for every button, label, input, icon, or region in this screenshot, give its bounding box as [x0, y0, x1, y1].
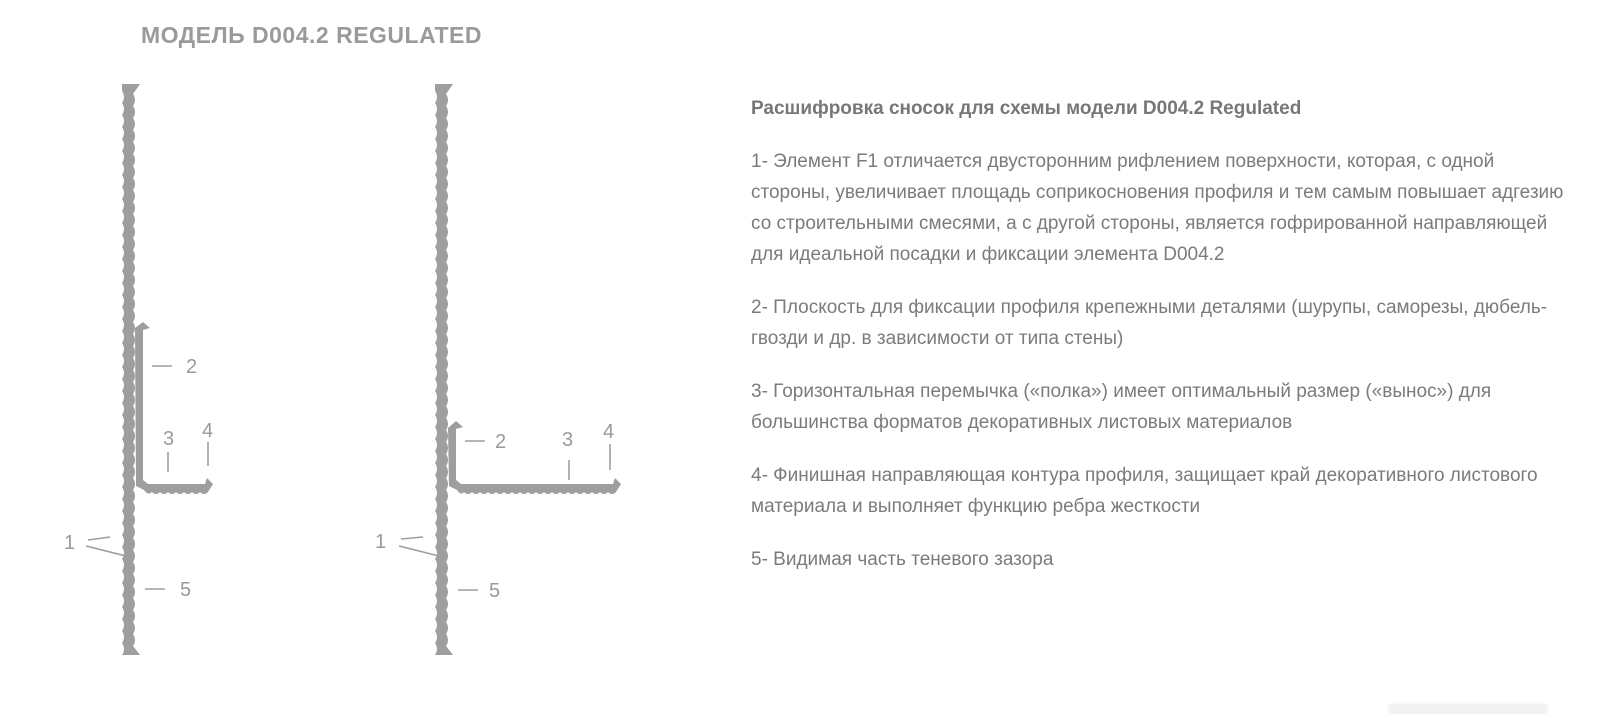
page-title: МОДЕЛЬ D004.2 REGULATED — [141, 22, 482, 48]
legend-item-4: 4- Финишная направляющая контура профиля, защищает край декоративного листового материала и выполняет функцию ребра жесткости — [751, 465, 1538, 517]
callout-1: 1 — [375, 531, 387, 553]
legend-item-3: 3- Горизонтальная перемычка («полка») имеет оптимальный размер («вынос») для большинства форматов декоративных листовых материалов — [751, 381, 1492, 433]
callout-4: 4 — [603, 421, 615, 443]
shelf-profile-left — [135, 322, 213, 494]
legend-heading: Расшифровка сносок для схемы модели D004.2 Regulated — [751, 98, 1302, 119]
diagram-left — [64, 84, 213, 655]
callout-5: 5 — [489, 580, 501, 602]
diagram-right — [375, 84, 621, 655]
callout-2: 2 — [186, 356, 198, 378]
legend-item-2: 2- Плоскость для фиксации профиля крепежными деталями (шурупы, саморезы, дюбель-гвозди и др. в зависимости от типа стены) — [751, 297, 1548, 349]
callout-5: 5 — [180, 579, 192, 601]
legend-item-1: 1- Элемент F1 отличается двусторонним рифлением поверхности, которая, с одной стороны, увеличивает площадь соприкосновения профиля и тем самым повышает адгезию со строительными смесями, а с другой стороны, является гофрированной направляющей для идеальной посадки и фиксации элемента D004.2 — [751, 151, 1564, 265]
profile-diagrams — [0, 0, 700, 708]
shelf-profile-right — [448, 421, 621, 494]
legend-item-5: 5- Видимая часть теневого зазора — [751, 549, 1054, 570]
callout-2: 2 — [495, 431, 507, 453]
wavy-strip-right — [435, 84, 453, 655]
partial-card-edge — [1388, 704, 1548, 714]
callout-3: 3 — [163, 428, 175, 450]
callout-4: 4 — [202, 420, 214, 442]
legend-panel — [751, 98, 1571, 597]
callout-3: 3 — [562, 429, 574, 451]
callout-1: 1 — [64, 532, 76, 554]
